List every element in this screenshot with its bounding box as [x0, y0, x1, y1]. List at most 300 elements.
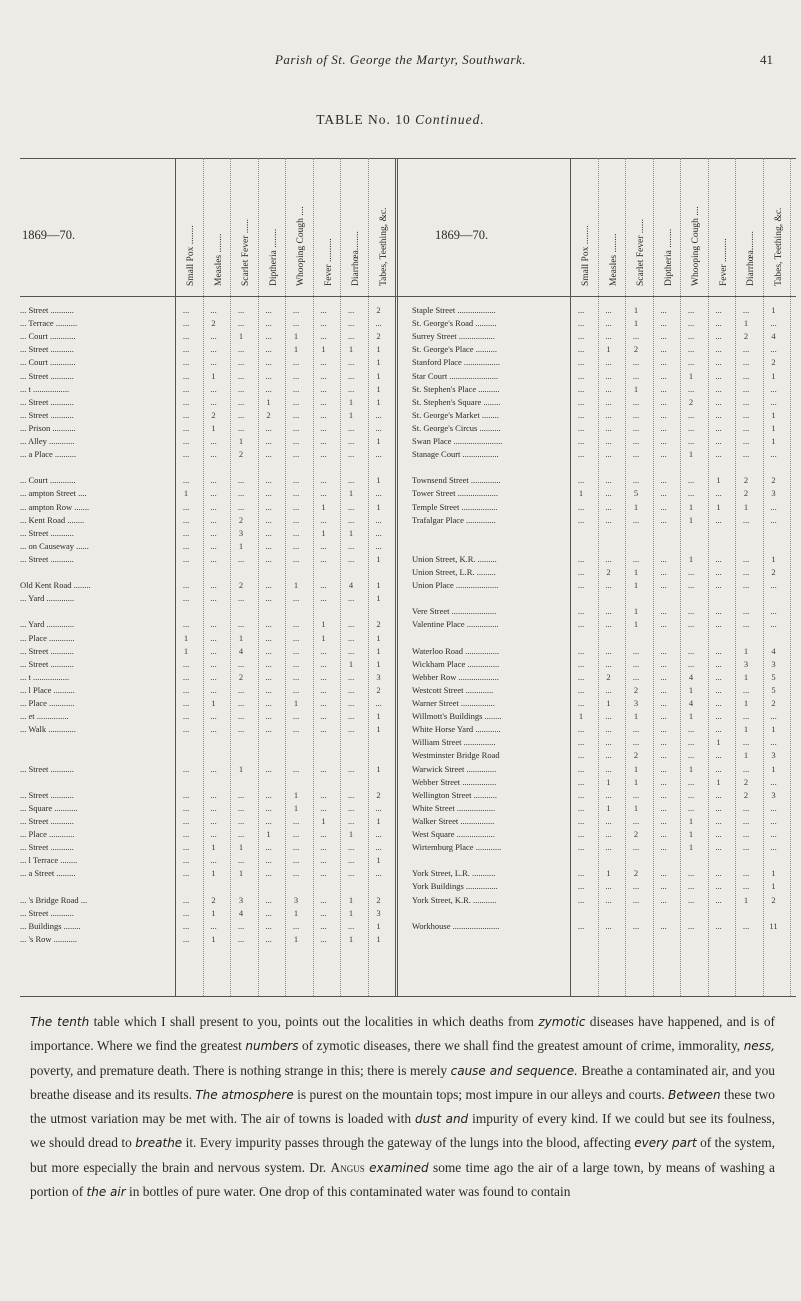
table-cell: 1 [633, 619, 639, 630]
table-cell: ... [742, 383, 750, 394]
street-name: ... Street ........... [20, 645, 74, 656]
table-row [20, 330, 796, 343]
table-cell: 1 [238, 331, 244, 342]
table-cell: 1 [688, 815, 694, 826]
table-cell: ... [210, 920, 217, 931]
street-name: ... Street ........... [20, 907, 74, 918]
table-cell: 1 [688, 449, 694, 460]
table-cell: ... [265, 724, 272, 735]
table-cell: ... [210, 671, 217, 682]
table-cell: ... [605, 684, 612, 695]
table-cell: ... [292, 501, 300, 512]
table-cell: ... [715, 331, 722, 342]
street-name: Westcott Street ............. [412, 684, 494, 695]
table-cell: 2 [743, 331, 749, 342]
table-cell: ... [320, 724, 327, 735]
table-cell: ... [715, 619, 722, 630]
table-cell: ... [660, 488, 667, 499]
column-heading-text: Diarrhœa........ [746, 231, 756, 286]
table-cell: ... [265, 907, 272, 918]
table-cell: ... [715, 711, 722, 722]
table-cell: ... [687, 645, 695, 656]
table-cell: ... [292, 409, 300, 420]
table-cell: 1 [266, 829, 271, 839]
table-cell: ... [292, 540, 300, 551]
table-cell: ... [210, 593, 217, 604]
table-cell: ... [770, 580, 777, 591]
table-cell: ... [320, 842, 327, 853]
table-cell: ... [715, 305, 722, 315]
table-cell: ... [265, 449, 272, 460]
table-cell: ... [632, 357, 640, 368]
street-name: York Street, K.R. ........... [412, 894, 497, 905]
table-cell: ... [577, 305, 585, 315]
street-name: ... 's Row ........... [20, 933, 78, 944]
table-cell: ... [320, 422, 327, 433]
table-row [20, 474, 796, 487]
table-cell: ... [660, 894, 667, 905]
page-number: 41 [760, 52, 773, 67]
table-cell: ... [182, 553, 190, 564]
table-cell: ... [687, 331, 695, 342]
table-cell: ... [292, 842, 300, 853]
table-cell: ... [237, 409, 245, 420]
table-cell: ... [687, 436, 695, 446]
table-cell: ... [265, 658, 272, 669]
table-cell: ... [182, 331, 190, 342]
table-cell: 1 [688, 763, 694, 774]
table-cell: ... [605, 724, 612, 735]
table-cell: ... [660, 698, 667, 708]
table-cell: ... [210, 789, 217, 800]
table-cell: ... [320, 933, 327, 944]
table-cell: 1 [771, 724, 776, 735]
table-cell: ... [715, 842, 722, 853]
table-cell: ... [770, 815, 777, 826]
table-cell: ... [715, 514, 722, 525]
table-cell: ... [632, 449, 640, 460]
table-cell: ... [182, 711, 190, 722]
table-cell: 1 [376, 711, 381, 722]
table-cell: ... [687, 658, 695, 669]
table-cell: ... [605, 383, 612, 394]
table-cell: ... [292, 868, 300, 879]
table-cell: 2 [633, 684, 639, 695]
table-cell: ... [182, 540, 190, 551]
street-name: ... Place ............ [20, 829, 75, 839]
table-cell: ... [742, 580, 750, 591]
table-cell: ... [320, 475, 327, 486]
table-cell: ... [577, 789, 585, 800]
table-cell: ... [265, 436, 272, 446]
table-cell: ... [182, 383, 190, 394]
table-cell: ... [687, 409, 695, 420]
table-cell: ... [375, 802, 382, 813]
table-row [20, 605, 796, 618]
table-cell: 2 [633, 829, 639, 839]
table-cell: ... [605, 449, 612, 460]
table-cell: ... [210, 305, 217, 315]
table-cell: ... [182, 829, 190, 839]
table-cell: ... [770, 344, 777, 355]
table-cell: ... [577, 567, 585, 577]
column-heading-text: Small Pox ........ [581, 225, 591, 286]
table-cell: ... [632, 658, 640, 669]
table-row [20, 736, 796, 749]
table-cell: ... [687, 344, 695, 355]
table-cell: ... [660, 344, 667, 355]
table-cell: ... [715, 815, 722, 826]
table-cell: ... [182, 671, 190, 682]
table-cell: 3 [376, 907, 381, 918]
table-cell: 4 [348, 580, 354, 591]
table-cell: ... [660, 305, 667, 315]
table-cell: ... [715, 370, 722, 381]
table-cell: ... [292, 370, 300, 381]
table-cell: ... [742, 737, 750, 748]
table-cell: ... [632, 815, 640, 826]
table-row [20, 527, 796, 540]
table-cell: ... [237, 396, 245, 407]
street-name: ... Street ........... [20, 658, 74, 669]
table-cell: 1 [293, 802, 299, 813]
table-cell: ... [632, 894, 640, 905]
street-name: West Square .................. [412, 829, 495, 839]
table-cell: 2 [606, 567, 611, 577]
table-cell: ... [347, 802, 355, 813]
table-cell: ... [292, 318, 300, 329]
street-name: Wellington Street ........... [412, 789, 498, 800]
table-cell: ... [715, 802, 722, 813]
table-cell: 2 [688, 396, 694, 407]
table-cell: 3 [771, 488, 776, 499]
table-cell: ... [742, 763, 750, 774]
table-cell: ... [742, 409, 750, 420]
table-cell: ... [605, 422, 612, 433]
table-cell: 1 [716, 501, 721, 512]
table-cell: ... [210, 488, 217, 499]
table-cell: 1 [238, 842, 244, 853]
table-cell: ... [265, 894, 272, 905]
table-row [20, 383, 796, 396]
table-cell: 1 [238, 540, 244, 551]
table-row [20, 448, 796, 461]
table-cell: ... [605, 318, 612, 329]
table-cell: ... [182, 422, 190, 433]
table-cell: ... [375, 829, 382, 839]
table-cell: ... [182, 344, 190, 355]
table-cell: 1 [633, 318, 639, 329]
table-cell: ... [742, 422, 750, 433]
table-cell: ... [577, 475, 585, 486]
table-cell: ... [320, 396, 327, 407]
handwritten-annotation: The atmosphere [195, 1087, 294, 1102]
street-name: Workhouse ...................... [412, 920, 500, 931]
page-header [0, 50, 801, 72]
table-cell: ... [742, 449, 750, 460]
table-cell: ... [632, 645, 640, 656]
table-cell: ... [237, 593, 245, 604]
table-cell: ... [742, 868, 750, 879]
table-cell: ... [265, 789, 272, 800]
table-cell: ... [210, 436, 217, 446]
table-cell: ... [210, 711, 217, 722]
table-cell: ... [182, 370, 190, 381]
table-cell: ... [605, 658, 612, 669]
table-cell: ... [375, 488, 382, 499]
table-row [20, 461, 796, 474]
street-name: Stanford Place ................. [412, 357, 501, 368]
table-cell: ... [182, 789, 190, 800]
table-cell: ... [292, 815, 300, 826]
table-cell: ... [237, 711, 245, 722]
table-cell: ... [770, 449, 777, 460]
table-cell: 2 [211, 318, 216, 329]
table-cell: ... [715, 409, 722, 420]
table-cell: ... [265, 711, 272, 722]
street-name: York Street, L.R. ........... [412, 868, 496, 879]
table-cell: ... [660, 815, 667, 826]
column-heading-text: Whooping Cough .... [691, 206, 701, 286]
table-cell: ... [210, 396, 217, 407]
table-cell: ... [605, 619, 612, 630]
table-cell: ... [577, 514, 585, 525]
table-cell: ... [237, 933, 245, 944]
table-cell: ... [770, 711, 777, 722]
street-name: Waterloo Road ................ [412, 645, 500, 656]
table-cell: ... [632, 724, 640, 735]
table-cell: ... [347, 868, 355, 879]
table-cell: ... [210, 383, 217, 394]
table-cell: 1 [578, 711, 584, 722]
table-cell: ... [292, 658, 300, 669]
table-cell: ... [715, 750, 722, 761]
table-cell: ... [292, 645, 300, 656]
table-cell: 1 [688, 684, 694, 695]
street-name: ... Court ............ [20, 331, 76, 342]
table-cell: ... [605, 305, 612, 315]
table-cell: ... [687, 750, 695, 761]
table-cell: 1 [211, 907, 216, 918]
table-row [20, 553, 796, 566]
column-heading-text: Diptheria ........ [268, 228, 279, 286]
table-cell: ... [347, 711, 355, 722]
table-cell: ... [347, 540, 355, 551]
street-name: Union Street, L.R. ......... [412, 567, 496, 577]
table-cell: ... [265, 580, 272, 591]
table-cell: ... [577, 920, 585, 931]
table-cell: ... [320, 436, 327, 446]
table-cell: ... [577, 370, 585, 381]
table-cell: ... [320, 684, 327, 695]
table-cell: ... [347, 619, 355, 630]
street-name: ... Prison ........... [20, 422, 76, 433]
table-cell: ... [660, 645, 667, 656]
table-cell: 1 [771, 763, 776, 774]
table-cell: ... [265, 344, 272, 355]
table-cell: ... [292, 514, 300, 525]
table-cell: ... [375, 318, 382, 329]
table-cell: 1 [321, 527, 326, 538]
table-cell: ... [347, 514, 355, 525]
table-cell: ... [660, 501, 667, 512]
table-cell: ... [265, 698, 272, 708]
table-cell: 1 [688, 553, 694, 564]
table-cell: ... [742, 514, 750, 525]
table-cell: ... [182, 580, 190, 591]
table-cell: 1 [348, 658, 354, 669]
table-cell: 4 [771, 645, 776, 656]
table-cell: ... [660, 619, 667, 630]
table-cell: ... [265, 501, 272, 512]
street-name: ... l Place .......... [20, 684, 75, 695]
table-cell: ... [632, 409, 640, 420]
table-cell: 2 [633, 344, 639, 355]
table-cell: ... [375, 449, 382, 460]
table-cell: ... [182, 436, 190, 446]
table-cell: 1 [633, 305, 639, 315]
table-row [20, 880, 796, 893]
street-name: ... ampton Street .... [20, 488, 87, 499]
street-name: Webber Row ................... [412, 671, 499, 682]
table-cell: 4 [238, 907, 244, 918]
table-cell: ... [347, 357, 355, 368]
table-cell: ... [660, 881, 667, 892]
table-cell: 3 [743, 658, 749, 669]
table-cell: ... [770, 829, 777, 839]
table-cell: 1 [293, 698, 299, 708]
table-cell: ... [182, 475, 190, 486]
table-cell: ... [182, 684, 190, 695]
table-cell: ... [577, 344, 585, 355]
street-name: ... Street ........... [20, 842, 74, 853]
table-cell: ... [770, 318, 777, 329]
table-cell: ... [320, 488, 327, 499]
table-cell: ... [577, 671, 585, 682]
table-row [20, 815, 796, 828]
table-cell: 1 [293, 580, 299, 591]
table-cell: 1 [376, 553, 381, 564]
table-cell: ... [687, 305, 695, 315]
table-cell: ... [715, 763, 722, 774]
table-cell: ... [347, 763, 355, 774]
table-cell: 1 [348, 344, 354, 355]
column-heading-text: Tabes, Teething, &c. [773, 207, 784, 286]
table-cell: 1 [771, 553, 776, 564]
table-cell: 1 [238, 632, 244, 643]
table-cell: 1 [376, 645, 381, 656]
table-cell: ... [577, 606, 585, 617]
table-cell: 1 [633, 802, 639, 813]
table-cell: 1 [293, 907, 299, 918]
table-cell: 2 [633, 868, 639, 879]
street-name: ... l Terrace ........ [20, 855, 78, 866]
table-cell: 2 [743, 475, 749, 486]
table-cell: ... [320, 645, 327, 656]
street-name: ... Place ............ [20, 698, 75, 708]
column-heading-text: Diptheria ........ [663, 228, 674, 286]
street-name: ... Street ........... [20, 396, 74, 407]
table-cell: ... [347, 370, 355, 381]
table-cell: ... [577, 436, 585, 446]
table-cell: 4 [688, 698, 694, 708]
table-cell: ... [182, 658, 190, 669]
table-cell: 1 [376, 580, 381, 591]
street-name: St. George's Market ........ [412, 409, 499, 420]
table-cell: 3 [771, 658, 776, 669]
column-heading-text: Fever .......... [718, 238, 729, 286]
table-cell: ... [715, 449, 722, 460]
table-cell: ... [742, 619, 750, 630]
table-cell: ... [742, 305, 750, 315]
table-cell: ... [347, 815, 355, 826]
table-cell: ... [265, 920, 272, 931]
table-cell: ... [660, 383, 667, 394]
table-row [20, 802, 796, 815]
table-cell: ... [320, 357, 327, 368]
table-cell: ... [320, 894, 327, 905]
table-cell: ... [237, 501, 245, 512]
year-column-heading: 1869—70. [22, 228, 76, 242]
table-cell: ... [237, 383, 245, 394]
table-cell: ... [577, 776, 585, 787]
table-cell: ... [320, 868, 327, 879]
table-cell: ... [265, 855, 272, 866]
table-cell: 1 [688, 514, 694, 525]
column-heading-text: Small Pox ........ [186, 225, 196, 286]
table-cell: ... [660, 357, 667, 368]
table-row [20, 317, 796, 330]
table-cell: ... [292, 488, 300, 499]
table-cell: ... [632, 881, 640, 892]
table-cell: ... [347, 724, 355, 735]
table-cell: ... [182, 920, 190, 931]
table-cell: ... [715, 658, 722, 669]
table-cell: ... [687, 567, 695, 577]
table-row [20, 356, 796, 369]
street-name: ... Street ........... [20, 789, 74, 800]
table-cell: 3 [771, 789, 776, 800]
table-cell: ... [347, 553, 355, 564]
table-cell: ... [182, 514, 190, 525]
street-name: ... Street ........... [20, 763, 74, 774]
table-cell: ... [265, 868, 272, 879]
table-cell: ... [292, 383, 300, 394]
table-cell: 1 [606, 776, 611, 787]
table-row [20, 710, 796, 723]
table-cell: ... [265, 933, 272, 944]
table-cell: 1 [633, 580, 639, 591]
table-cell: ... [660, 606, 667, 617]
table-cell: ... [770, 842, 777, 853]
table-cell: ... [265, 619, 272, 630]
table-cell: ... [210, 763, 217, 774]
handwritten-annotation: examined [369, 1160, 429, 1175]
table-cell: 1 [633, 776, 639, 787]
street-name: ... Court ............ [20, 357, 76, 368]
table-cell: ... [320, 711, 327, 722]
table-cell: ... [660, 802, 667, 813]
table-cell: ... [687, 802, 695, 813]
table-row [20, 579, 796, 592]
table-cell: 2 [238, 671, 244, 682]
table-cell: ... [605, 750, 612, 761]
table-cell: ... [292, 724, 300, 735]
table-cell: 1 [348, 396, 354, 407]
table-cell: ... [182, 449, 190, 460]
table-cell: ... [292, 475, 300, 486]
table-cell: ... [320, 671, 327, 682]
